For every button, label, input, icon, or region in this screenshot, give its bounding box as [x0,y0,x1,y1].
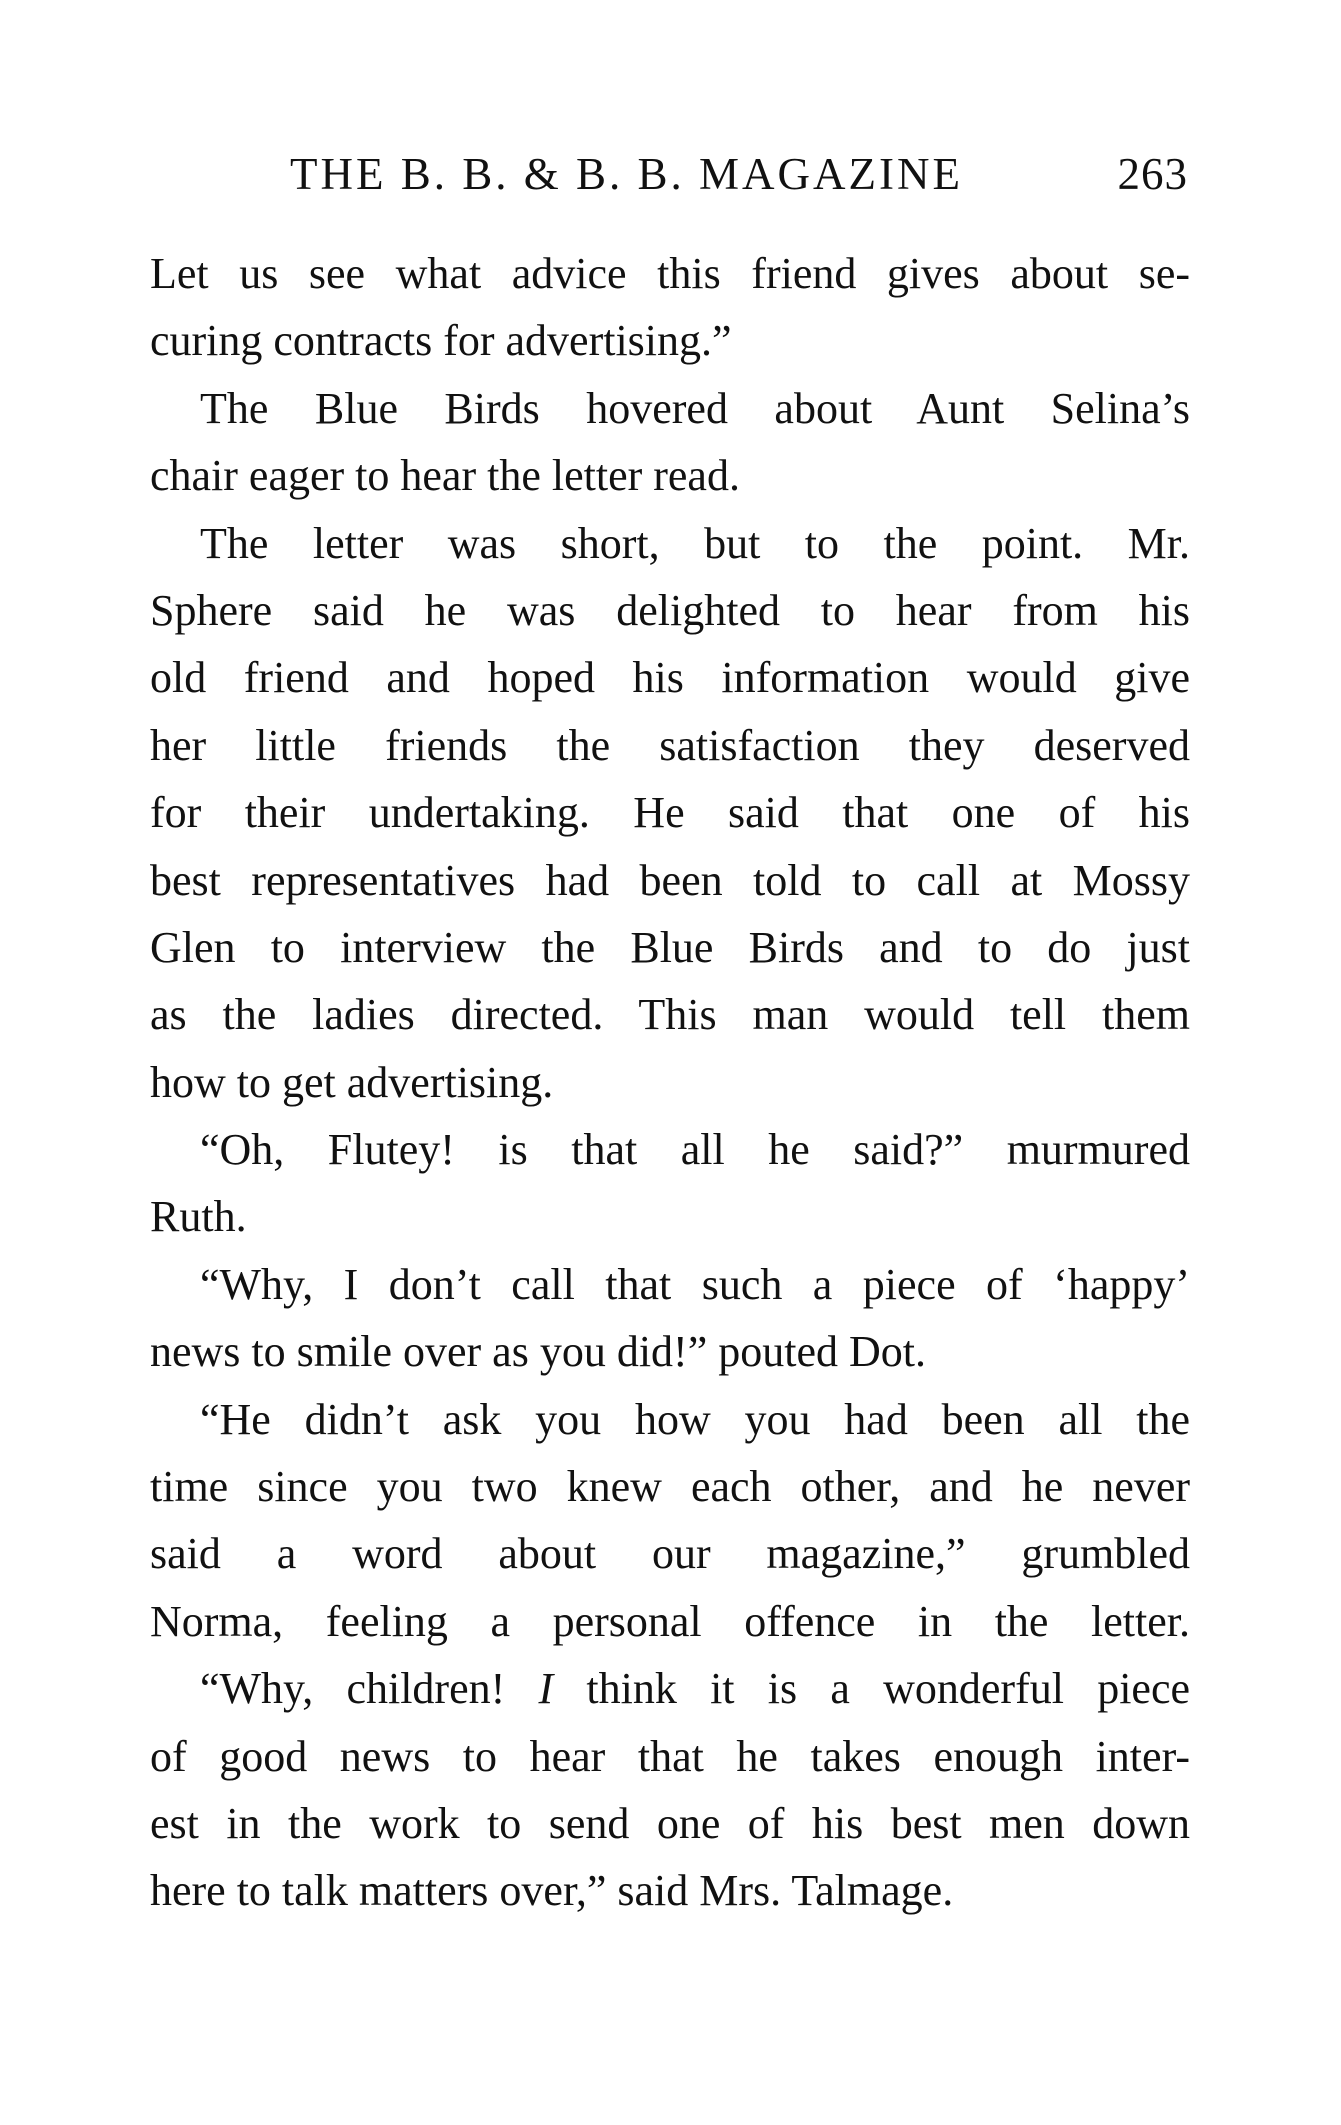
text-line: “Why, I don’t call that such a piece of ‘happy’ [200,1259,1190,1309]
text-line: “Oh, Flutey! is that all he said?” murmured [200,1125,1190,1175]
text-line: Glen to interview the Blue Birds and to do just [150,922,1190,972]
page-header [150,148,1190,218]
text-line: of good news to hear that he takes enough inter- [150,1731,1190,1781]
text-line: old friend and hoped his information would give [150,653,1190,703]
text-line: chair eager to hear the letter read. [150,451,740,501]
text-line: Ruth. [150,1192,247,1242]
text-line: The letter was short, but to the point. Mr. [200,518,1190,568]
text-line: Sphere said he was delighted to hear from his [150,585,1190,635]
page-number: 263 [1117,149,1188,199]
text-line: Let us see what advice this friend gives about se- [150,249,1190,298]
running-head: THE B. B. & B. B. MAGAZINE [290,149,963,199]
text-line: news to smile over as you did!” pouted Dot. [150,1327,926,1377]
text-line: her little friends the satisfaction they deserved [150,720,1190,770]
text-run: “Why, children! [200,1664,539,1714]
text-line: as the ladies directed. This man would tell them [150,990,1190,1040]
text-line: how to get advertising. [150,1057,554,1107]
text-line: curing contracts for advertising.” [150,316,732,366]
text-line: here to talk matters over,” said Mrs. Talmage. [150,1866,954,1916]
text-line: said a word about our magazine,” grumbled [150,1529,1190,1579]
text-line: est in the work to send one of his best men down [150,1798,1190,1848]
text-line: for their undertaking. He said that one of his [150,788,1190,838]
text-run: think it is a wonderful piece [553,1664,1190,1714]
text-line: Norma, feeling a personal offence in the letter. [150,1596,1190,1646]
body-text [150,240,1190,1925]
text-line: best representatives had been told to call at Mossy [150,855,1190,905]
text-line [150,1655,1190,1722]
text-line: “He didn’t ask you how you had been all the [200,1394,1190,1444]
text-line: time since you two knew each other, and he never [150,1462,1190,1512]
text-line: The Blue Birds hovered about Aunt Selina’s [200,383,1190,433]
italic-text-run: I [538,1664,554,1714]
